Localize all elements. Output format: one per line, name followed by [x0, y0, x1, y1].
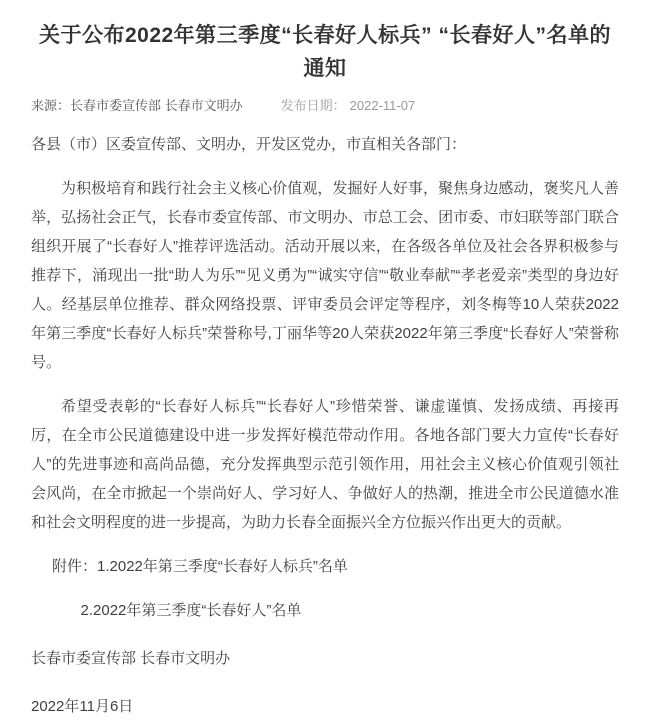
body-paragraph-1: 为积极培育和践行社会主义核心价值观，发掘好人好事，聚焦身边感动，褒奖凡人善举，弘扬社会正气，长春市委宣传部、市文明办、市总工会、团市委、市妇联等部门联合组织开展了“长春好人”推荐评选活动。活动开展以来，在各级各单位及社会各界积极参与推荐下，涌现出一批“助人为乐”“见义勇为”“诚实守信”“敬业奉献”“孝老爱亲”类型的身边好人。经基层单位推荐、群众网络投票、评审委员会评定等程序，刘冬梅等10人荣获2022年第三季度“长春好人标兵”荣誉称号,丁丽华等20人荣获2022年第三季度“长春好人”荣誉称号。 — [31, 180, 619, 371]
publish-date-label: 发布日期： — [280, 98, 346, 113]
publish-date-value: 2022-11-07 — [349, 98, 416, 113]
issue-date: 2022年11月6日 — [31, 698, 134, 715]
source-label: 来源： — [31, 98, 71, 113]
publish-date-group — [281, 98, 416, 113]
article-meta — [31, 98, 619, 113]
notice-page — [0, 19, 650, 722]
source-value: 长春市委宣传部 长春市文明办 — [70, 98, 243, 113]
attachment-line-2: 2.2022年第三季度“长春好人”名单 — [80, 602, 302, 619]
attachment-line-1: 附件：1.2022年第三季度“长春好人标兵”名单 — [52, 558, 348, 575]
salutation-line: 各县（市）区委宣传部、文明办，开发区党办，市直相关各部门： — [31, 136, 467, 153]
page-title: 关于公布2022年第三季度“长春好人标兵” “长春好人”名单的通知 — [38, 24, 612, 80]
notice-article — [0, 19, 650, 721]
article-body — [31, 130, 619, 721]
body-paragraph-2: 希望受表彰的“长春好人标兵”“长春好人”珍惜荣誉、谦虚谨慎、发扬成绩、再接再厉，在全市公民道德建设中进一步发挥好模范带动作用。各地各部门要大力宣传“长春好人”的先进事迹和高尚品德，充分发挥典型示范引领作用，用社会主义核心价值观引领社会风尚，在全市掀起一个崇尚好人、学习好人、争做好人的热潮，推进全市公民道德水准和社会文明程度的进一步提高，为助力长春全面振兴全方位振兴作出更大的贡献。 — [31, 398, 619, 531]
issuer-signature: 长春市委宣传部 长春市文明办 — [31, 650, 231, 667]
